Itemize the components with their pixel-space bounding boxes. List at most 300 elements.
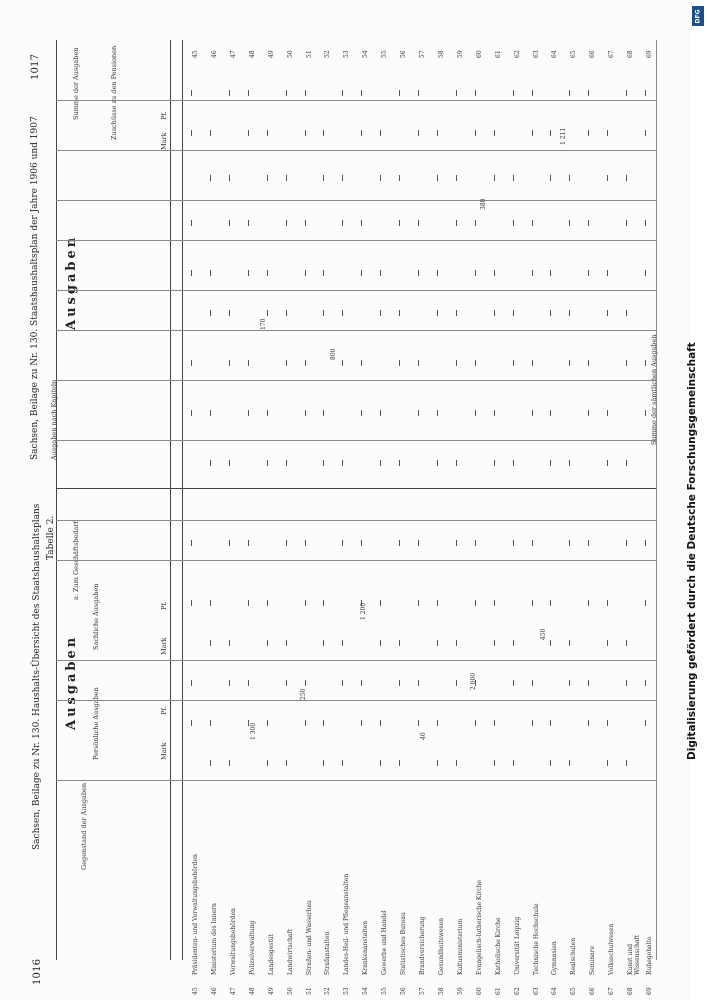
cell-dash [626,175,628,181]
cell-dash [210,460,212,466]
cell-dash [588,600,590,606]
row-number-right: 57 [419,50,426,58]
cell-dash [267,760,269,766]
cell-dash [513,220,515,226]
row-label: Gesundheitswesen [438,918,445,975]
row-number: 47 [230,987,237,995]
cell-dash [248,360,250,366]
cell-dash [494,460,496,466]
row-number-right: 51 [306,50,313,58]
cell-dash [532,220,534,226]
col-sep-r8 [56,100,656,101]
table-header-rule [170,40,171,960]
row-number-right: 67 [608,50,615,58]
cell-dash [323,640,325,646]
cell-dash [513,360,515,366]
cell-dash [229,540,231,546]
right-unit-1: Mark [160,132,168,150]
table-left-rule [56,40,57,960]
cell-dash [286,760,288,766]
row-label: Katholische Kirche [495,917,502,975]
row-number-right: 54 [362,50,369,58]
cell-dash [305,540,307,546]
row-label: Strafanstalten [324,931,331,975]
cell-dash [456,220,458,226]
cell-dash [456,760,458,766]
cell-dash [286,360,288,366]
cell-dash [399,360,401,366]
cell-dash [456,310,458,316]
cell-dash [418,540,420,546]
cell-dash [475,130,477,136]
cell-dash [437,310,439,316]
cell-dash [399,540,401,546]
row-number-right: 55 [381,50,388,58]
col-sep-r4 [56,290,656,291]
cell-dash [456,90,458,96]
row-number-right: 50 [287,50,294,58]
cell-dash [456,175,458,181]
cell-dash [229,220,231,226]
cell-dash [191,360,193,366]
cell-dash [248,90,250,96]
cell-value: 170 [260,318,267,330]
cell-dash [361,720,363,726]
cell-dash [437,130,439,136]
cell-dash [494,640,496,646]
cell-dash [513,90,515,96]
row-number: 68 [627,987,634,995]
row-number-right: 60 [476,50,483,58]
cell-dash [323,460,325,466]
row-label: Krankenanstalten [362,920,369,975]
cell-dash [475,410,477,416]
col-sep-r3 [56,330,656,331]
row-number-right: 61 [495,50,502,58]
row-number-right: 46 [211,50,218,58]
cell-dash [645,270,647,276]
cell-dash [569,360,571,366]
cell-dash [229,680,231,686]
cell-dash [607,720,609,726]
cell-dash [532,600,534,606]
cell-dash [342,680,344,686]
cell-dash [210,310,212,316]
row-number-right: 48 [249,50,256,58]
row-label: Landesgestüt [268,933,275,975]
cell-dash [532,410,534,416]
cell-dash [342,175,344,181]
cell-dash [418,600,420,606]
cell-dash [588,680,590,686]
left-col-row-label: Gegenstand der Ausgaben [80,782,88,870]
cell-dash [437,270,439,276]
cell-dash [550,130,552,136]
left-unit-1: Mark [160,742,168,760]
cell-dash [286,460,288,466]
cell-dash [361,130,363,136]
cell-dash [210,600,212,606]
cell-dash [418,270,420,276]
row-label: Kultusministerium [457,918,464,975]
cell-dash [607,130,609,136]
cell-dash [607,310,609,316]
cell-dash [267,310,269,316]
cell-dash [210,760,212,766]
cell-dash [248,270,250,276]
left-unit-2: Pf. [160,706,168,715]
cell-dash [645,90,647,96]
row-number-right: 66 [589,50,596,58]
cell-dash [550,600,552,606]
cell-dash [437,410,439,416]
cell-dash [323,270,325,276]
left-col-group-c: a. Zum Geschäftsbedarf [72,521,80,600]
cell-dash [626,680,628,686]
cell-dash [569,90,571,96]
cell-dash [191,720,193,726]
cell-dash [494,760,496,766]
cell-dash [342,90,344,96]
cell-dash [229,760,231,766]
cell-dash [229,90,231,96]
cell-dash [456,680,458,686]
cell-dash [456,460,458,466]
cell-dash [418,90,420,96]
cell-dash [191,540,193,546]
cell-dash [607,640,609,646]
row-number-right: 53 [343,50,350,58]
cell-dash [305,130,307,136]
cell-dash [342,220,344,226]
cell-dash [513,640,515,646]
table-right-rule [656,40,657,960]
cell-value: 2 000 [470,672,477,690]
row-label: Landwirtschaft [287,928,294,975]
row-label: Ministerium des Innern [211,903,218,975]
left-col-group-b: Sachliche Ausgaben [92,583,100,650]
row-number-right: 58 [438,50,445,58]
row-number: 50 [287,987,294,995]
cell-dash [418,680,420,686]
cell-dash [418,130,420,136]
cell-dash [210,410,212,416]
cell-dash [229,175,231,181]
col-sep-a [56,700,656,701]
cell-value: 1 300 [250,722,257,740]
row-number-right: 52 [324,50,331,58]
row-label: Straßen- und Wasserbau [306,900,313,975]
cell-dash [399,175,401,181]
cell-dash [399,680,401,686]
cell-dash [607,410,609,416]
row-number: 61 [495,987,502,995]
cell-dash [286,680,288,686]
cell-dash [361,270,363,276]
cell-dash [267,130,269,136]
row-number: 65 [570,987,577,995]
row-label: Seminare [589,945,596,975]
cell-dash [494,410,496,416]
left-unit-4: Pf. [160,601,168,610]
cell-dash [475,540,477,546]
cell-dash [418,220,420,226]
cell-dash [645,680,647,686]
row-number: 53 [343,987,350,995]
cell-dash [286,310,288,316]
cell-dash [569,640,571,646]
row-number: 48 [249,987,256,995]
cell-dash [437,600,439,606]
cell-dash [494,720,496,726]
cell-dash [399,220,401,226]
cell-dash [588,540,590,546]
cell-dash [305,360,307,366]
cell-dash [437,640,439,646]
cell-dash [513,175,515,181]
cell-dash [380,270,382,276]
cell-dash [475,600,477,606]
cell-dash [380,460,382,466]
col-sep-b [56,660,656,661]
cell-dash [286,540,288,546]
row-number: 57 [419,987,426,995]
cell-dash [380,600,382,606]
cell-dash [191,410,193,416]
cell-dash [191,130,193,136]
col-sep-r1 [56,440,656,441]
cell-value: 1 211 [560,127,567,145]
cell-dash [645,220,647,226]
cell-dash [550,310,552,316]
cell-dash [191,600,193,606]
cell-dash [323,600,325,606]
row-label: Brandversicherung [419,916,426,975]
row-number-right: 49 [268,50,275,58]
row-number: 51 [306,987,313,995]
cell-value: 40 [420,732,427,740]
row-number: 60 [476,987,483,995]
row-label: Statistisches Bureau [400,912,407,975]
right-section-title: Ausgaben [64,234,79,330]
row-number: 63 [533,987,540,995]
right-col-reserve: Zuschüsse zu den Pensionen [110,45,118,140]
cell-dash [475,90,477,96]
cell-dash [380,640,382,646]
cell-dash [475,360,477,366]
cell-dash [305,680,307,686]
cell-dash [588,720,590,726]
cell-dash [342,760,344,766]
cell-dash [248,220,250,226]
cell-dash [323,720,325,726]
page-divider-rule [56,488,656,489]
row-number-right: 45 [192,50,199,58]
cell-dash [550,460,552,466]
row-label: Gewerbe und Handel [381,910,388,975]
cell-dash [607,600,609,606]
row-number: 45 [192,987,199,995]
cell-dash [475,270,477,276]
cell-dash [645,360,647,366]
cell-dash [210,640,212,646]
row-label: Technische Hochschule [533,903,540,975]
row-number-right: 65 [570,50,577,58]
cell-dash [607,270,609,276]
cell-dash [399,760,401,766]
cell-dash [532,130,534,136]
left-unit-3: Mark [160,637,168,655]
cell-value: 250 [300,688,307,700]
row-number-right: 68 [627,50,634,58]
cell-dash [569,680,571,686]
cell-dash [342,310,344,316]
cell-dash [532,680,534,686]
cell-dash [267,410,269,416]
cell-dash [323,310,325,316]
row-number: 46 [211,987,218,995]
cell-dash [645,600,647,606]
cell-dash [380,130,382,136]
cell-dash [229,310,231,316]
row-number-right: 63 [533,50,540,58]
cell-dash [248,540,250,546]
cell-value: 800 [330,348,337,360]
col-sep-c [56,560,656,561]
row-label: Landes-Heil- und Pflegeanstalten [343,873,350,975]
cell-dash [380,760,382,766]
cell-dash [626,360,628,366]
cell-value: 380 [480,198,487,210]
cell-dash [588,130,590,136]
cell-dash [361,90,363,96]
col-sep-rowlabel [56,780,656,781]
cell-value: 450 [540,628,547,640]
col-sep-r2 [56,380,656,381]
right-page-number: 1017 [30,53,41,80]
right-running-title: Sachsen, Beilage zu Nr. 130. Staatshaushaltsplan der Jahre 1906 und 1907 [30,116,40,460]
cell-dash [418,360,420,366]
cell-dash [550,760,552,766]
cell-dash [361,680,363,686]
cell-dash [607,175,609,181]
cell-dash [342,540,344,546]
row-number: 52 [324,987,331,995]
cell-dash [248,130,250,136]
cell-dash [475,720,477,726]
cell-dash [550,270,552,276]
right-col-sum: Summe der Ausgaben [72,47,80,120]
cell-dash [286,640,288,646]
cell-dash [494,130,496,136]
cell-dash [267,640,269,646]
row-number-right: 56 [400,50,407,58]
cell-dash [229,460,231,466]
row-number: 49 [268,987,275,995]
row-label: Verwaltungsbehörden [230,908,237,975]
row-number: 54 [362,987,369,995]
cell-dash [191,90,193,96]
cell-dash [286,220,288,226]
cell-dash [267,460,269,466]
cell-dash [645,720,647,726]
cell-dash [305,90,307,96]
cell-dash [532,720,534,726]
cell-dash [305,220,307,226]
left-section-title: Ausgaben [64,634,79,730]
row-label: Universität Leipzig [514,916,521,975]
cell-dash [361,410,363,416]
cell-dash [418,410,420,416]
row-number-right: 62 [514,50,521,58]
cell-dash [494,310,496,316]
cell-dash [513,760,515,766]
cell-dash [380,410,382,416]
cell-dash [305,720,307,726]
cell-dash [399,460,401,466]
col-sep-d [56,520,656,521]
cell-dash [342,360,344,366]
row-number: 69 [646,987,653,995]
cell-dash [588,90,590,96]
cell-dash [588,220,590,226]
row-label: Gymnasien [551,941,558,975]
watermark-text: Digitalisierung gefördert durch die Deutsche Forschungsgemeinschaft [686,342,698,760]
left-table-label: Tabelle 2. [46,515,56,560]
cell-dash [305,410,307,416]
cell-dash [607,760,609,766]
cell-dash [323,130,325,136]
cell-dash [399,640,401,646]
cell-dash [532,90,534,96]
cell-dash [645,540,647,546]
cell-dash [437,175,439,181]
left-col-group-a: Persönliche Ausgaben [92,687,100,760]
cell-dash [191,680,193,686]
cell-dash [626,460,628,466]
cell-dash [361,540,363,546]
row-label: Evangelisch-lutherische Kirche [476,880,483,975]
cell-dash [607,460,609,466]
cell-dash [323,175,325,181]
cell-dash [569,220,571,226]
cell-dash [494,175,496,181]
cell-dash [645,130,647,136]
row-label: Volksschulwesen [608,923,615,975]
cell-dash [550,720,552,726]
cell-dash [626,640,628,646]
row-number: 67 [608,987,615,995]
row-label: Präsidenten- und Verwaltungsbehörden [192,854,199,975]
cell-dash [626,540,628,546]
row-number: 64 [551,987,558,995]
cell-dash [437,760,439,766]
cell-dash [588,270,590,276]
col-sep-r5 [56,240,656,241]
cell-dash [248,410,250,416]
cell-dash [626,90,628,96]
cell-dash [380,175,382,181]
cell-dash [210,130,212,136]
cell-dash [361,360,363,366]
cell-dash [267,720,269,726]
cell-dash [229,360,231,366]
cell-dash [267,600,269,606]
cell-dash [380,310,382,316]
cell-dash [380,720,382,726]
cell-dash [229,640,231,646]
col-sep-r7 [56,150,656,151]
